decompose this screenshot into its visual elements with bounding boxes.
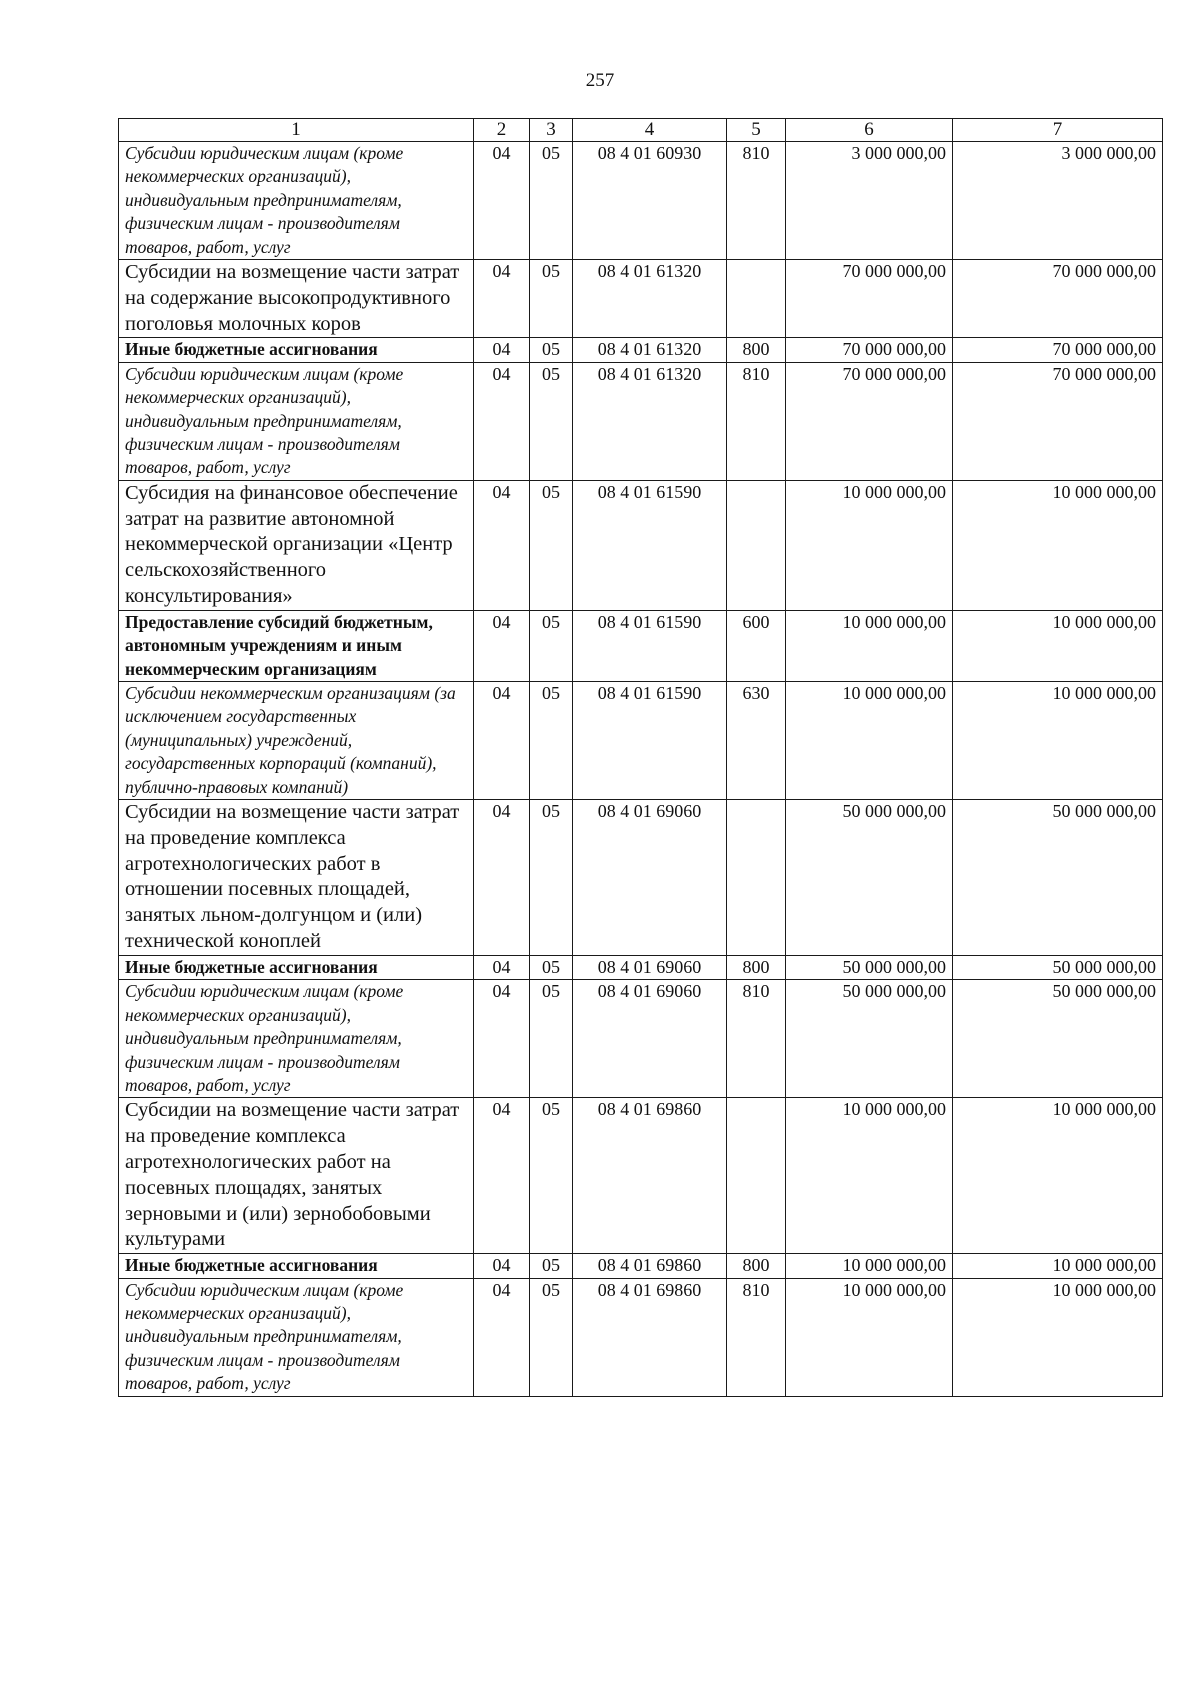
amount-col-6: 10 000 000,00 xyxy=(786,1254,953,1278)
section-code: 04 xyxy=(474,610,530,681)
amount-col-7: 10 000 000,00 xyxy=(953,1254,1163,1278)
table-row xyxy=(119,480,1163,610)
amount-col-6: 10 000 000,00 xyxy=(786,480,953,610)
section-code: 04 xyxy=(474,800,530,956)
subsection-code: 05 xyxy=(530,800,573,956)
expense-type-code: 810 xyxy=(727,980,786,1098)
header-row xyxy=(119,119,1163,142)
section-code: 04 xyxy=(474,338,530,362)
amount-col-6: 70 000 000,00 xyxy=(786,362,953,480)
header-col-6: 6 xyxy=(786,119,953,142)
target-article-code: 08 4 01 69860 xyxy=(573,1098,727,1254)
row-name: Иные бюджетные ассигнования xyxy=(119,1254,474,1278)
header-col-1: 1 xyxy=(119,119,474,142)
table-row xyxy=(119,142,1163,260)
target-article-code: 08 4 01 69060 xyxy=(573,800,727,956)
expense-type-code: 800 xyxy=(727,1254,786,1278)
table-row xyxy=(119,682,1163,800)
amount-col-6: 10 000 000,00 xyxy=(786,1278,953,1396)
amount-col-7: 10 000 000,00 xyxy=(953,682,1163,800)
target-article-code: 08 4 01 61590 xyxy=(573,480,727,610)
row-name: Субсидии на возмещение части затрат на проведение комплекса агротехнологических работ в отношении посевных площадей, занятых льном-долгунцом и (или) технической коноплей xyxy=(119,800,474,956)
row-name: Субсидии юридическим лицам (кроме некоммерческих организаций), индивидуальным предпринимателям, физическим лицам - производителям товаров, работ, услуг xyxy=(119,980,474,1098)
section-code: 04 xyxy=(474,480,530,610)
table-row xyxy=(119,1254,1163,1278)
header-col-5: 5 xyxy=(727,119,786,142)
amount-col-7: 50 000 000,00 xyxy=(953,800,1163,956)
amount-col-6: 50 000 000,00 xyxy=(786,980,953,1098)
amount-col-7: 3 000 000,00 xyxy=(953,142,1163,260)
row-name: Субсидии юридическим лицам (кроме некоммерческих организаций), индивидуальным предпринимателям, физическим лицам - производителям товаров, работ, услуг xyxy=(119,1278,474,1396)
expense-type-code: 600 xyxy=(727,610,786,681)
amount-col-6: 50 000 000,00 xyxy=(786,955,953,979)
expense-type-code: 800 xyxy=(727,955,786,979)
expense-type-code xyxy=(727,260,786,338)
amount-col-6: 10 000 000,00 xyxy=(786,610,953,681)
amount-col-7: 10 000 000,00 xyxy=(953,610,1163,681)
target-article-code: 08 4 01 69060 xyxy=(573,980,727,1098)
expense-type-code xyxy=(727,800,786,956)
amount-col-6: 70 000 000,00 xyxy=(786,338,953,362)
subsection-code: 05 xyxy=(530,682,573,800)
section-code: 04 xyxy=(474,1098,530,1254)
header-col-3: 3 xyxy=(530,119,573,142)
table-header xyxy=(119,119,1163,142)
expense-type-code: 810 xyxy=(727,1278,786,1396)
amount-col-6: 3 000 000,00 xyxy=(786,142,953,260)
amount-col-7: 50 000 000,00 xyxy=(953,980,1163,1098)
target-article-code: 08 4 01 61590 xyxy=(573,610,727,681)
header-col-4: 4 xyxy=(573,119,727,142)
header-col-7: 7 xyxy=(953,119,1163,142)
table-body xyxy=(119,142,1163,1397)
table-row xyxy=(119,800,1163,956)
target-article-code: 08 4 01 61320 xyxy=(573,362,727,480)
target-article-code: 08 4 01 61590 xyxy=(573,682,727,800)
subsection-code: 05 xyxy=(530,260,573,338)
amount-col-7: 70 000 000,00 xyxy=(953,362,1163,480)
page-number: 257 xyxy=(585,70,615,91)
section-code: 04 xyxy=(474,1254,530,1278)
table-row xyxy=(119,338,1163,362)
amount-col-6: 70 000 000,00 xyxy=(786,260,953,338)
subsection-code: 05 xyxy=(530,610,573,681)
section-code: 04 xyxy=(474,260,530,338)
amount-col-7: 70 000 000,00 xyxy=(953,260,1163,338)
expense-type-code: 630 xyxy=(727,682,786,800)
expense-type-code xyxy=(727,480,786,610)
amount-col-7: 10 000 000,00 xyxy=(953,480,1163,610)
row-name: Субсидии юридическим лицам (кроме некоммерческих организаций), индивидуальным предпринимателям, физическим лицам - производителям товаров, работ, услуг xyxy=(119,142,474,260)
section-code: 04 xyxy=(474,955,530,979)
target-article-code: 08 4 01 61320 xyxy=(573,260,727,338)
target-article-code: 08 4 01 69060 xyxy=(573,955,727,979)
budget-table xyxy=(118,118,1163,1397)
expense-type-code: 810 xyxy=(727,362,786,480)
amount-col-7: 50 000 000,00 xyxy=(953,955,1163,979)
row-name: Иные бюджетные ассигнования xyxy=(119,338,474,362)
table-row xyxy=(119,610,1163,681)
amount-col-6: 50 000 000,00 xyxy=(786,800,953,956)
subsection-code: 05 xyxy=(530,338,573,362)
amount-col-6: 10 000 000,00 xyxy=(786,682,953,800)
row-name: Субсидии юридическим лицам (кроме некоммерческих организаций), индивидуальным предпринимателям, физическим лицам - производителям товаров, работ, услуг xyxy=(119,362,474,480)
amount-col-6: 10 000 000,00 xyxy=(786,1098,953,1254)
row-name: Предоставление субсидий бюджетным, автономным учреждениям и иным некоммерческим организациям xyxy=(119,610,474,681)
expense-type-code xyxy=(727,1098,786,1254)
amount-col-7: 10 000 000,00 xyxy=(953,1098,1163,1254)
subsection-code: 05 xyxy=(530,1278,573,1396)
row-name: Субсидия на финансовое обеспечение затрат на развитие автономной некоммерческой организации «Центр сельскохозяйственного консультирования» xyxy=(119,480,474,610)
amount-col-7: 10 000 000,00 xyxy=(953,1278,1163,1396)
table-row xyxy=(119,955,1163,979)
subsection-code: 05 xyxy=(530,980,573,1098)
row-name: Иные бюджетные ассигнования xyxy=(119,955,474,979)
expense-type-code: 800 xyxy=(727,338,786,362)
subsection-code: 05 xyxy=(530,1254,573,1278)
section-code: 04 xyxy=(474,142,530,260)
subsection-code: 05 xyxy=(530,480,573,610)
target-article-code: 08 4 01 61320 xyxy=(573,338,727,362)
header-col-2: 2 xyxy=(474,119,530,142)
row-name: Субсидии на возмещение части затрат на содержание высокопродуктивного поголовья молочных коров xyxy=(119,260,474,338)
table-row xyxy=(119,362,1163,480)
table-row xyxy=(119,1278,1163,1396)
subsection-code: 05 xyxy=(530,1098,573,1254)
table-row xyxy=(119,1098,1163,1254)
amount-col-7: 70 000 000,00 xyxy=(953,338,1163,362)
section-code: 04 xyxy=(474,682,530,800)
section-code: 04 xyxy=(474,1278,530,1396)
table-row xyxy=(119,260,1163,338)
subsection-code: 05 xyxy=(530,142,573,260)
subsection-code: 05 xyxy=(530,955,573,979)
row-name: Субсидии некоммерческим организациям (за исключением государственных (муниципальных) учреждений, государственных корпораций (компаний), публично-правовых компаний) xyxy=(119,682,474,800)
table-row xyxy=(119,980,1163,1098)
target-article-code: 08 4 01 60930 xyxy=(573,142,727,260)
target-article-code: 08 4 01 69860 xyxy=(573,1278,727,1396)
section-code: 04 xyxy=(474,980,530,1098)
section-code: 04 xyxy=(474,362,530,480)
target-article-code: 08 4 01 69860 xyxy=(573,1254,727,1278)
expense-type-code: 810 xyxy=(727,142,786,260)
subsection-code: 05 xyxy=(530,362,573,480)
row-name: Субсидии на возмещение части затрат на проведение комплекса агротехнологических работ на посевных площадях, занятых зерновыми и (или) зернобобовыми культурами xyxy=(119,1098,474,1254)
